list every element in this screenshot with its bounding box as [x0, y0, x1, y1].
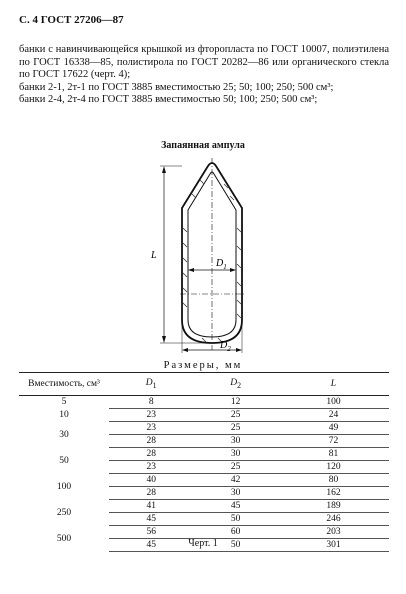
- d1-cell: 56: [109, 526, 193, 539]
- l-cell: 24: [278, 409, 389, 422]
- header-d1: $D_1$: [109, 373, 193, 396]
- capacity-cell: 30: [59, 429, 69, 440]
- capacity-cell: 10: [59, 410, 69, 420]
- d2-cell: 25: [193, 422, 277, 435]
- l-cell: 120: [278, 461, 389, 474]
- d1-cell: 45: [109, 539, 193, 552]
- d2-cell: 30: [193, 487, 277, 500]
- table-row: [19, 396, 389, 409]
- l-cell: 246: [278, 513, 389, 526]
- l-cell: 49: [278, 422, 389, 435]
- paragraph: банки 2-1, 2т-1 по ГОСТ 3885 вместимостью 25; 50; 100; 250; 500 см³;: [19, 81, 334, 93]
- d2-cell: 50: [193, 539, 277, 552]
- d1-cell: 41: [109, 500, 193, 513]
- d2-cell: 50: [193, 513, 277, 526]
- paragraph: банки 2-4, 2т-4 по ГОСТ 3885 вместимостью 50; 100; 250; 500 см³;: [19, 94, 318, 105]
- d2-cell: 25: [193, 409, 277, 422]
- d1-cell: 8: [109, 396, 193, 409]
- d1-cell: 23: [109, 409, 193, 422]
- l-cell: 80: [278, 474, 389, 487]
- sizes-table: [19, 372, 389, 552]
- d1-cell: 45: [109, 513, 193, 526]
- l-cell: 72: [278, 435, 389, 448]
- label-L: L: [151, 250, 157, 261]
- l-cell: 203: [278, 526, 389, 539]
- d2-cell: 45: [193, 500, 277, 513]
- l-cell: 100: [278, 396, 389, 409]
- d2-cell: 30: [193, 435, 277, 448]
- table-row: [19, 422, 389, 435]
- figure-title: Запаянная ампула: [161, 140, 245, 151]
- header-d2: $D_2$: [193, 373, 277, 396]
- header-capacity: Вместимость, см³: [19, 373, 109, 396]
- l-cell: 162: [278, 487, 389, 500]
- table-row: [19, 474, 389, 487]
- d1-cell: 40: [109, 474, 193, 487]
- d2-cell: 42: [193, 474, 277, 487]
- d1-cell: 28: [109, 448, 193, 461]
- d1-cell: 23: [109, 422, 193, 435]
- l-cell: 189: [278, 500, 389, 513]
- capacity-cell: 500: [56, 533, 72, 544]
- d2-cell: 25: [193, 461, 277, 474]
- table-row: [19, 448, 389, 461]
- capacity-cell: 250: [56, 507, 72, 518]
- capacity-cell: 5: [61, 397, 67, 408]
- table-row: [19, 500, 389, 513]
- d2-cell: 60: [193, 526, 277, 539]
- d1-cell: 23: [109, 461, 193, 474]
- d2-cell: 12: [193, 396, 277, 409]
- table-row: [19, 526, 389, 539]
- label-D1: $D_1$: [216, 258, 227, 271]
- table-row: [19, 409, 389, 422]
- l-cell: 81: [278, 448, 389, 461]
- l-cell: 301: [278, 539, 389, 552]
- d1-cell: 28: [109, 487, 193, 500]
- figure-caption: Черт. 1: [188, 538, 218, 549]
- ampoule-drawing: [140, 158, 270, 353]
- sizes-table-body: [19, 396, 389, 552]
- body-text: [19, 44, 389, 107]
- label-D2: $D_2$: [220, 340, 231, 353]
- sizes-title: Размеры, мм: [163, 360, 243, 371]
- header-l: L: [278, 373, 389, 396]
- capacity-cell: 50: [59, 455, 69, 466]
- capacity-cell: 100: [56, 481, 72, 492]
- page-header: С. 4 ГОСТ 27206—87: [19, 14, 124, 26]
- d2-cell: 30: [193, 448, 277, 461]
- paragraph: банки с навинчивающейся крышкой из фторопласта по ГОСТ 10007, полиэтилена по ГОСТ 16338—85, полистирола по ГОСТ 20282—86 или органического стекла по ГОСТ 17622 (черт. 4);: [19, 44, 389, 80]
- d1-cell: 28: [109, 435, 193, 448]
